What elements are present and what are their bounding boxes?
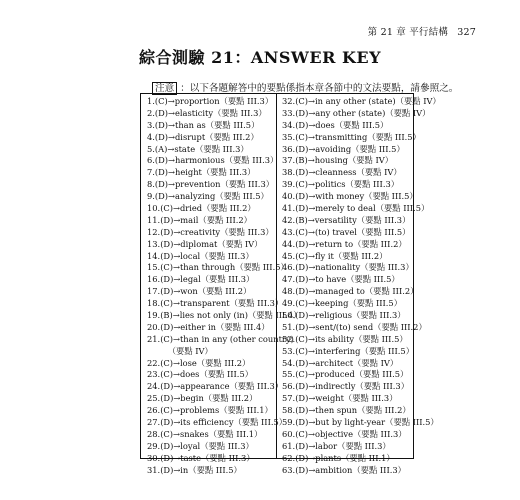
answer-row: 35.(C)→transmitting（要點 III.5）: [282, 131, 421, 142]
answer-row: 9.(D)→analyzing（要點 III.5）: [147, 191, 269, 202]
answer-row: 45.(C)→fly it（要點 III.2）: [282, 250, 388, 261]
answer-row: 18.(C)→transparent（要點 III.3）: [147, 298, 284, 309]
answer-row: 29.(D)→loyal（要點 III.3）: [147, 440, 254, 451]
answer-row: 62.(D)→plants（要點 III.1）: [282, 452, 395, 463]
answer-row: 42.(B)→versatility（要點 III.3）: [282, 214, 411, 225]
answer-row: 31.(D)→in（要點 III.5）: [147, 464, 242, 475]
answer-row: 47.(D)→to have（要點 III.5）: [282, 274, 400, 285]
chapter-title: 第 21 章 平行結構: [367, 27, 449, 38]
answer-row: 53.(C)→interfering（要點 III.5）: [282, 345, 415, 356]
answer-row: 44.(D)→return to（要點 III.2）: [282, 238, 407, 249]
answer-row: 22.(C)→lose（要點 III.2）: [147, 357, 251, 368]
answer-row: 57.(D)→weight（要點 III.3）: [282, 393, 398, 404]
answer-column-right: [277, 94, 441, 475]
answer-row: 51.(D)→sent/(to) send（要點 III.2）: [282, 321, 427, 332]
answer-row: 10.(C)→dried（要點 III.2）: [147, 203, 256, 214]
answer-row: 32.(C)→in any other (state)（要點 IV）: [282, 96, 441, 106]
answer-row: 40.(D)→with money（要點 III.5）: [282, 191, 418, 202]
answer-row: 56.(D)→indirectly（要點 III.3）: [282, 381, 410, 392]
answer-row: 46.(D)→nationality（要點 III.3）: [282, 262, 414, 273]
answer-row: 43.(C)→(to) travel（要點 III.5）: [282, 226, 411, 237]
answer-row: 2.(D)→elasticity（要點 III.3）: [147, 107, 267, 118]
answer-row: （要點 IV）: [147, 345, 213, 356]
answer-row: 30.(D)→taste（要點 III.3）: [147, 452, 255, 463]
answer-row: 12.(D)→creativity（要點 III.3）: [147, 226, 274, 237]
answer-row: 59.(D)→but by light-year（要點 III.5）: [282, 417, 439, 428]
answer-row: 6.(D)→harmonious（要點 III.3）: [147, 155, 279, 166]
answer-row: 25.(D)→begin（要點 III.2）: [147, 393, 258, 404]
answer-row: 34.(D)→does（要點 III.5）: [282, 119, 389, 130]
note-text: ：以下各題解答中的要點係指本章各節中的文法要點，請參照之。: [180, 83, 459, 94]
answer-row: 11.(D)→mail（要點 III.2）: [147, 214, 252, 225]
answer-row: 15.(C)→than through（要點 III.5）: [147, 262, 289, 273]
answer-column-left: [141, 94, 302, 475]
answer-row: 61.(D)→labor（要點 III.3）: [282, 440, 391, 451]
answer-row: 21.(C)→than in any (other country): [147, 333, 294, 344]
note-tag: 注意: [152, 82, 177, 95]
answer-row: 24.(D)→appearance（要點 III.3）: [147, 381, 284, 392]
page-number: 327: [457, 27, 476, 38]
answer-row: 41.(D)→merely to deal（要點 III.5）: [282, 203, 430, 214]
answer-row: 19.(B)→lies not only (in)（要點 III.4）: [147, 310, 302, 321]
answer-row: 38.(D)→cleanness（要點 IV）: [282, 167, 402, 178]
answer-row: 52.(C)→its ability（要點 III.5）: [282, 333, 408, 344]
answer-row: 54.(D)→architect（要點 IV）: [282, 357, 399, 368]
answer-row: 36.(D)→avoiding（要點 III.5）: [282, 143, 405, 154]
answer-row: 63.(D)→ambition（要點 III.3）: [282, 464, 406, 475]
answer-row: 48.(D)→managed to（要點 III.2）: [282, 286, 419, 297]
answer-row: 58.(D)→then spun（要點 III.2）: [282, 405, 411, 416]
answer-row: 14.(D)→local（要點 III.3）: [147, 250, 254, 261]
answer-row: 4.(D)→disrupt（要點 III.2）: [147, 131, 259, 142]
answer-row: 5.(A)→state（要點 III.3）: [147, 143, 249, 154]
answer-row: 60.(C)→objective（要點 III.3）: [282, 428, 407, 439]
answer-table: [140, 93, 441, 475]
answer-row: 20.(D)→either in（要點 III.4）: [147, 321, 270, 332]
answer-row: 7.(D)→height（要點 III.3）: [147, 167, 256, 178]
answer-row: 23.(C)→does（要點 III.5）: [147, 369, 254, 380]
answer-row: 17.(D)→won（要點 III.2）: [147, 286, 252, 297]
answer-row: 3.(D)→than as（要點 III.5）: [147, 119, 260, 130]
answer-row: 28.(C)→snakes（要點 III.1）: [147, 428, 263, 439]
answer-row: 27.(D)→its efficiency（要點 III.5）: [147, 417, 288, 428]
answer-row: 37.(B)→housing（要點 IV）: [282, 155, 394, 166]
page-title: 綜合測驗 21：ANSWER KEY: [139, 48, 381, 67]
answer-row: 39.(C)→politics（要點 III.3）: [282, 179, 400, 190]
answer-row: 55.(C)→produced（要點 III.5）: [282, 369, 409, 380]
answer-row: 1.(C)→proportion（要點 III.3）: [147, 96, 274, 106]
answer-row: 16.(D)→legal（要點 III.3）: [147, 274, 255, 285]
answer-row: 49.(C)→keeping（要點 III.5）: [282, 298, 403, 309]
answer-row: 8.(D)→prevention（要點 III.3）: [147, 179, 275, 190]
answer-row: 26.(C)→problems（要點 III.1）: [147, 405, 273, 416]
answer-row: 33.(D)→any other (state)（要點 IV）: [282, 107, 431, 118]
answer-row: 13.(D)→diplomat（要點 IV）: [147, 238, 263, 249]
running-header: [368, 24, 476, 38]
answer-row: 50.(D)→religious（要點 III.3）: [282, 310, 406, 321]
